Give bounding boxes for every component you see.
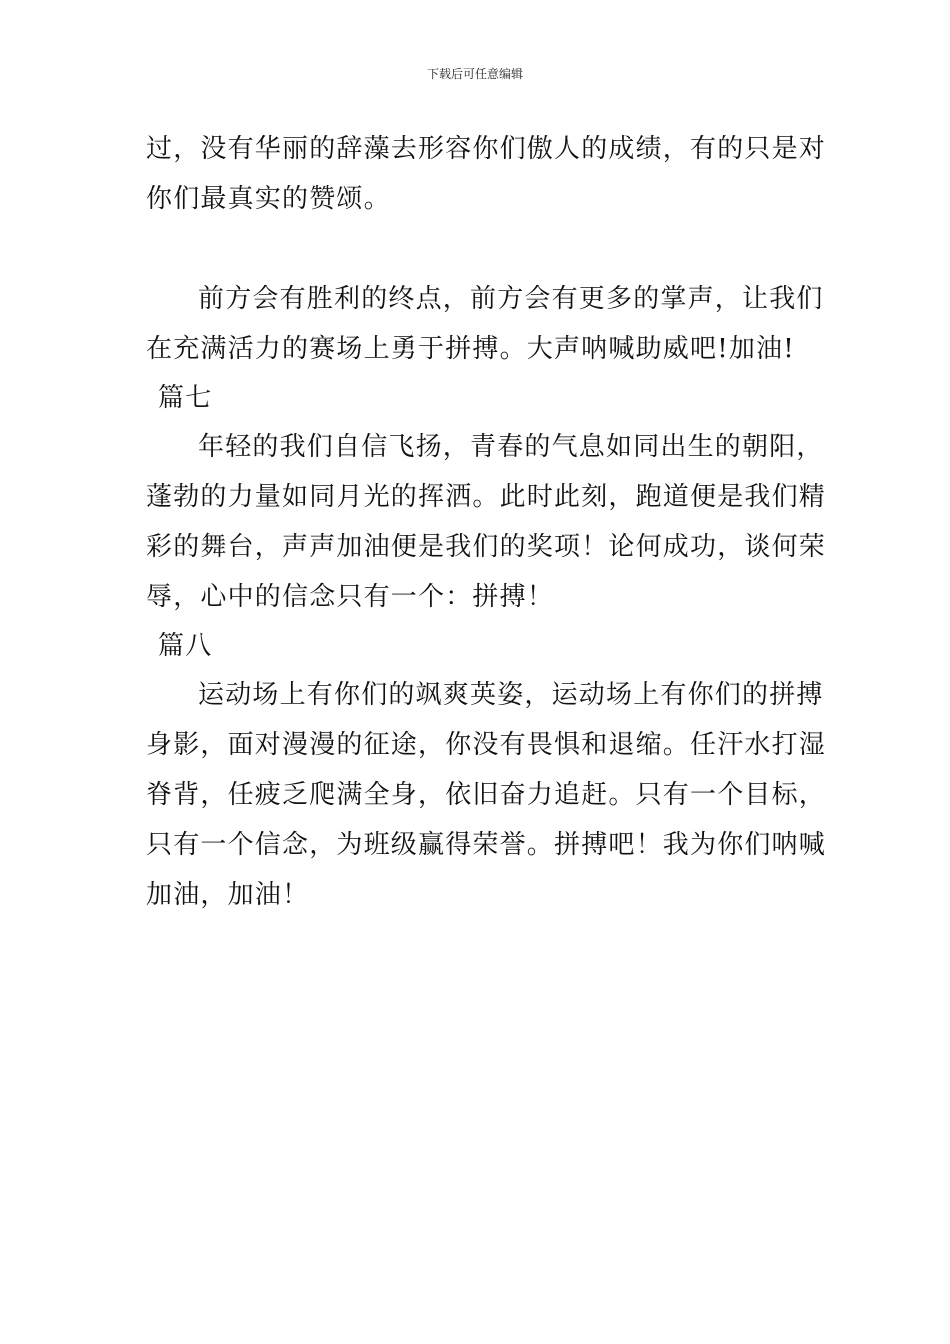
section-heading-8: 篇八 xyxy=(158,631,213,661)
paragraph-2 xyxy=(146,274,824,374)
paragraph-3 xyxy=(146,422,827,622)
text-line: 运动场上有你们的飒爽英姿，运动场上有你们的拼搏 xyxy=(198,680,824,710)
page-header: 下载后可任意编辑 xyxy=(426,67,523,81)
document-body xyxy=(146,124,827,920)
text-line: 脊背，任疲乏爬满全身，依旧奋力追赶。只有一个目标， xyxy=(146,780,827,810)
text-line: 辱，心中的信念只有一个：拼搏！ xyxy=(146,582,555,612)
text-line: 加油，加油！ xyxy=(146,880,310,910)
text-line: 前方会有胜利的终点，前方会有更多的掌声，让我们 xyxy=(198,284,824,314)
text-line: 蓬勃的力量如同月光的挥洒。此时此刻，跑道便是我们精 xyxy=(146,482,827,512)
text-line: 只有一个信念，为班级赢得荣誉。拼搏吧！我为你们呐喊 xyxy=(146,830,827,860)
text-line: 过，没有华丽的辞藻去形容你们傲人的成绩，有的只是对 xyxy=(146,134,827,164)
text-line: 在充满活力的赛场上勇于拼搏。大声呐喊助威吧!加油! xyxy=(146,334,795,364)
text-line: 年轻的我们自信飞扬，青春的气息如同出生的朝阳， xyxy=(198,432,824,462)
section-heading-7: 篇七 xyxy=(158,383,213,413)
text-line: 彩的舞台，声声加油便是我们的奖项！论何成功，谈何荣 xyxy=(146,532,827,562)
text-line: 你们最真实的赞颂。 xyxy=(146,184,391,214)
paragraph-1 xyxy=(146,124,827,224)
text-line: 身影，面对漫漫的征途，你没有畏惧和退缩。任汗水打湿 xyxy=(146,730,827,760)
paragraph-4 xyxy=(146,670,827,920)
paragraph-spacer xyxy=(146,224,816,274)
